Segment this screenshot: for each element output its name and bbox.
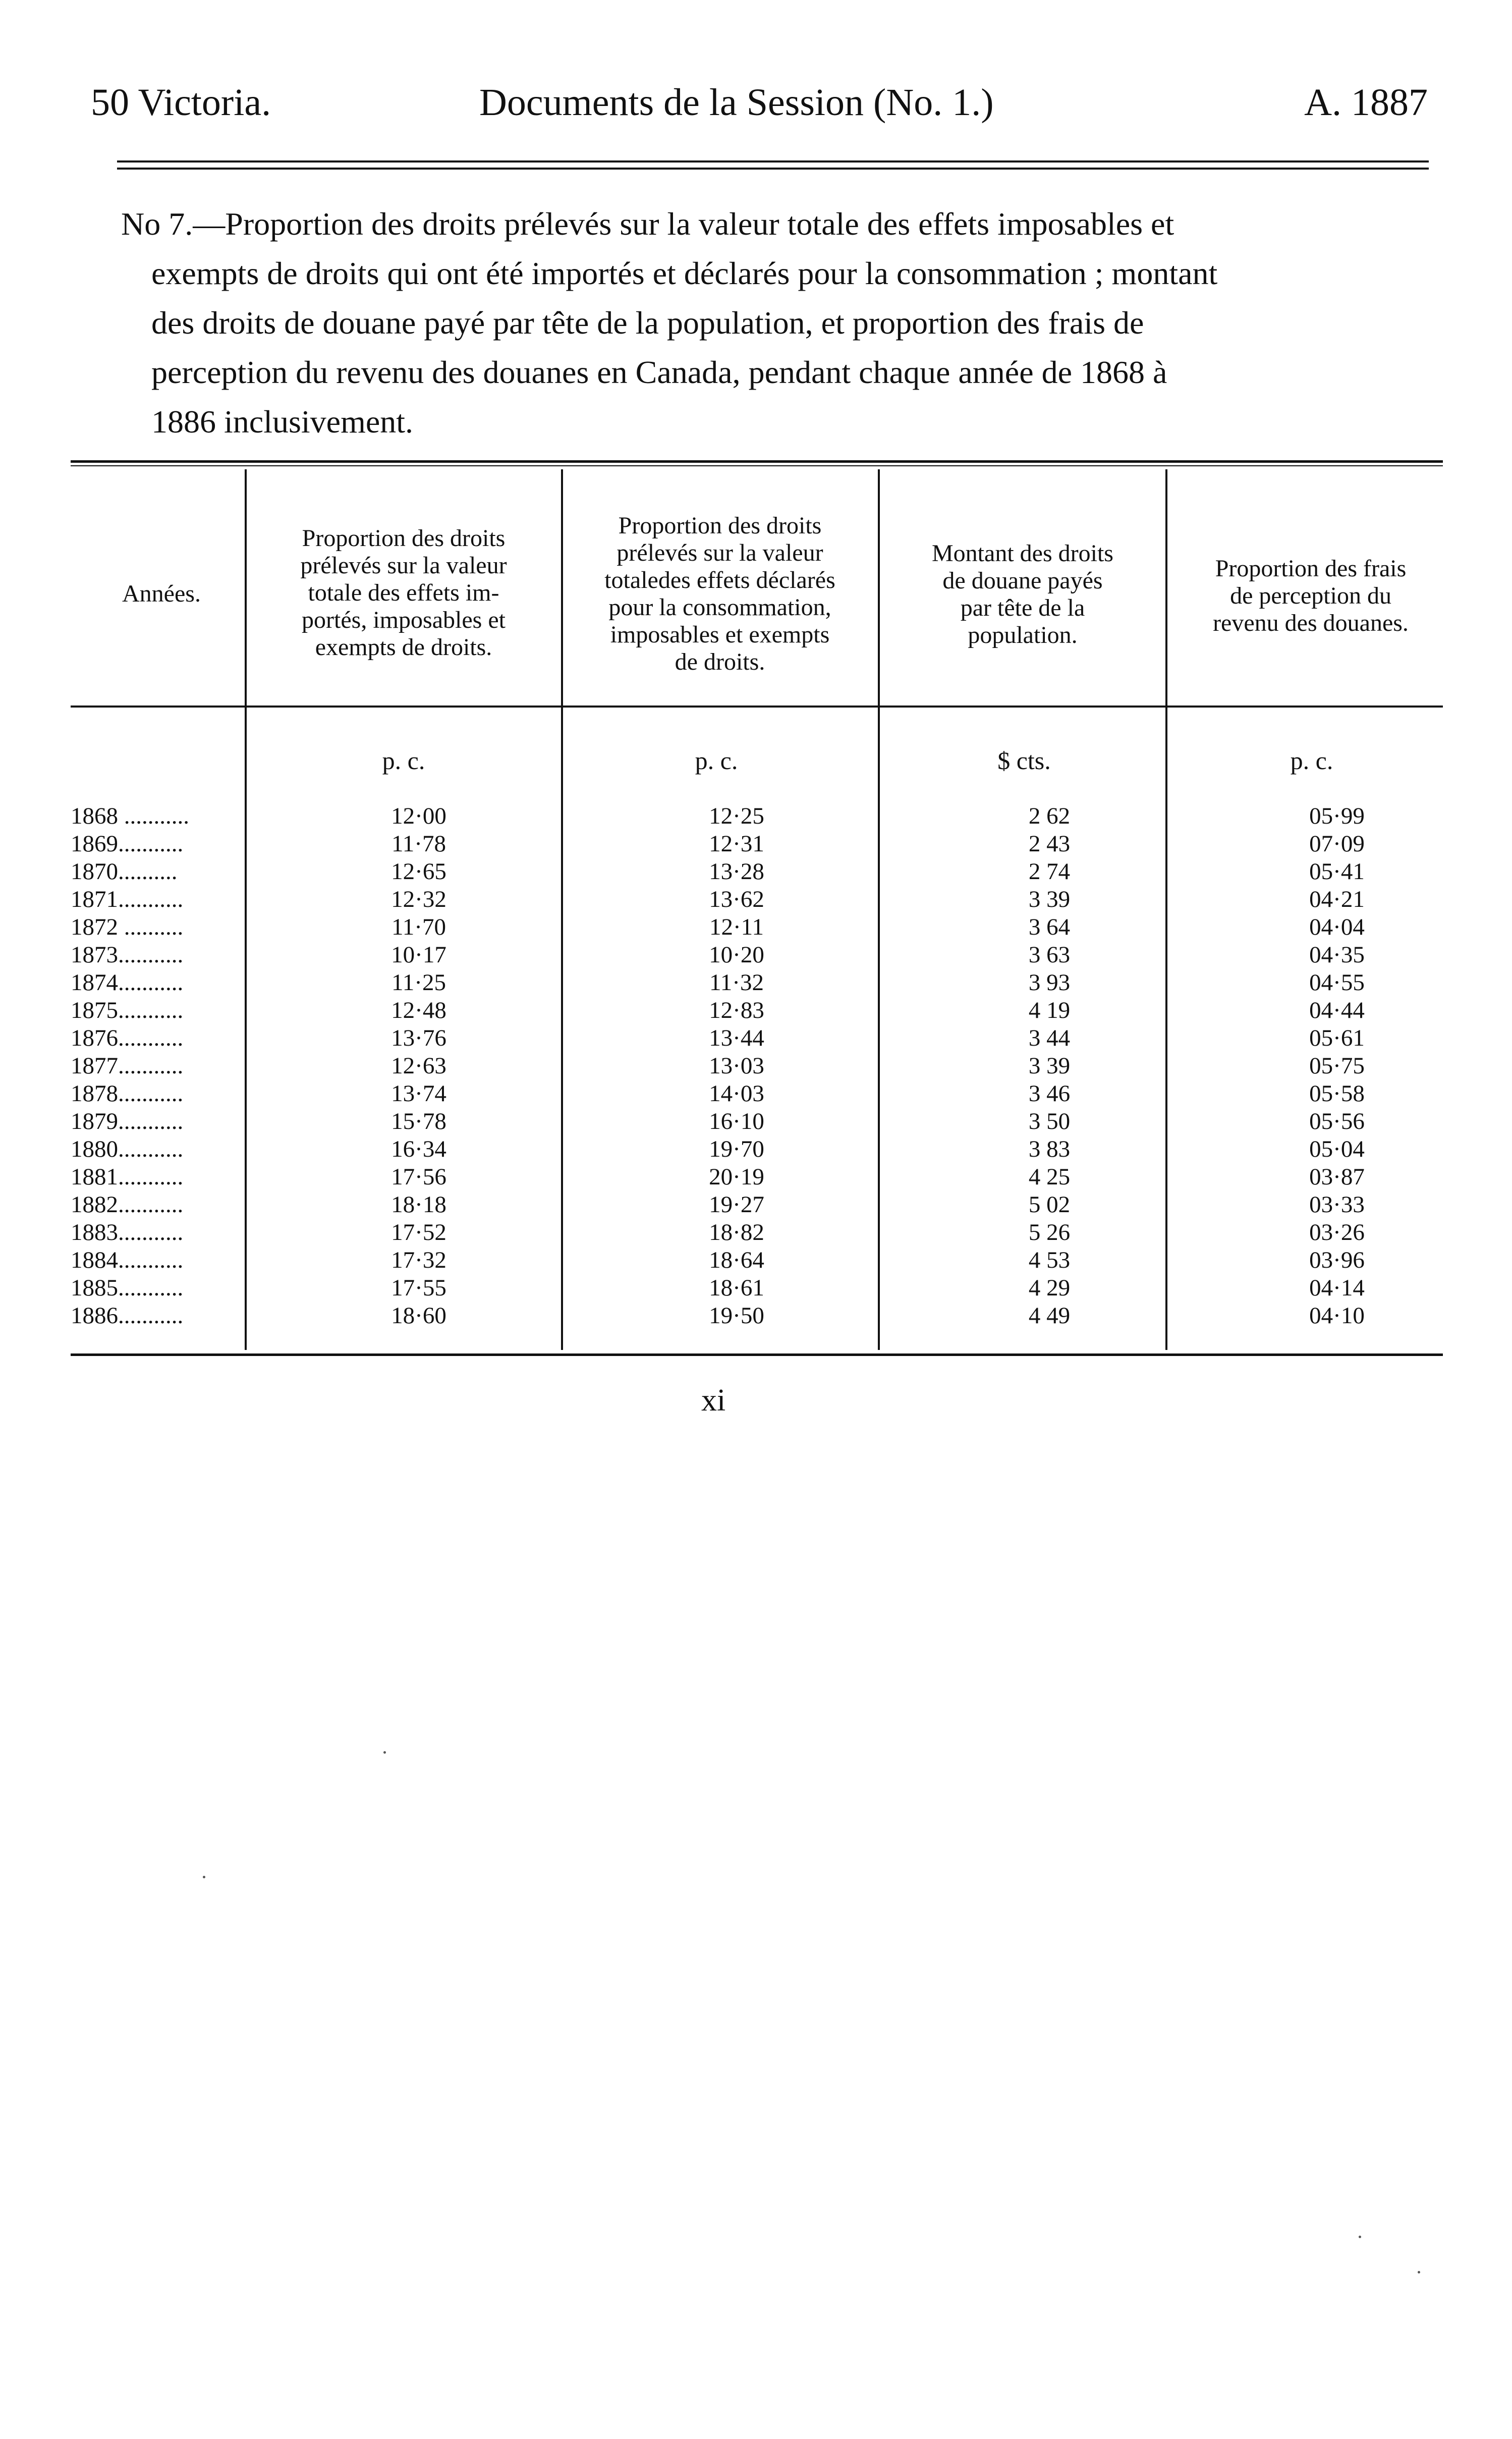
year-cell: 1886...........: [71, 1303, 184, 1329]
imported-ratio-cell: 17·55: [391, 1275, 446, 1301]
header-year: A. 1887: [1304, 81, 1428, 124]
title-line: 1886 inclusivement.: [151, 404, 414, 440]
imported-ratio-cell: 12·65: [391, 858, 446, 885]
unit-col2: p. c.: [695, 746, 738, 775]
declared-ratio-cell: 18·64: [709, 1247, 764, 1273]
per-capita-cell: 3 39: [1028, 886, 1071, 912]
table-row: [71, 886, 1443, 913]
page-number: xi: [701, 1383, 726, 1418]
year-cell: 1880...........: [71, 1136, 184, 1162]
declared-ratio-cell: 18·61: [709, 1275, 764, 1301]
title-line: perception du revenu des douanes en Canada, pendant chaque année de 1868 à: [151, 354, 1167, 390]
header-line: de douane payés: [942, 567, 1103, 594]
per-capita-cell: 5 26: [1028, 1219, 1071, 1245]
per-capita-cell: 4 25: [1028, 1164, 1071, 1190]
header-line: Proportion des frais: [1215, 555, 1407, 582]
year-cell: 1877...........: [71, 1053, 184, 1079]
header-line: par tête de la: [960, 594, 1085, 621]
collection-cost-cell: 04·04: [1309, 914, 1365, 940]
table-top-rule-thin: [71, 465, 1443, 466]
column-header-declared: [564, 512, 876, 676]
imported-ratio-cell: 12·00: [391, 803, 446, 829]
declared-ratio-cell: 13·28: [709, 858, 764, 885]
per-capita-cell: 4 53: [1028, 1247, 1071, 1273]
unit-col4: p. c.: [1290, 746, 1333, 775]
declared-ratio-cell: 12·31: [709, 831, 764, 857]
table-row: [71, 1274, 1443, 1302]
collection-cost-cell: 04·14: [1309, 1275, 1365, 1301]
column-header-years: [91, 580, 232, 608]
table-body: [71, 802, 1443, 1330]
header-line: prélevés sur la valeur: [300, 552, 507, 579]
header-line: portés, imposables et: [302, 607, 506, 633]
per-capita-cell: 4 29: [1028, 1275, 1071, 1301]
table-row: [71, 1108, 1443, 1135]
declared-ratio-cell: 13·44: [709, 1025, 764, 1051]
column-header-imported: [250, 525, 557, 661]
table-row: [71, 830, 1443, 858]
collection-cost-cell: 04·35: [1309, 942, 1365, 968]
declared-ratio-cell: 13·62: [709, 886, 764, 912]
imported-ratio-cell: 15·78: [391, 1108, 446, 1134]
year-cell: 1868 ...........: [71, 803, 189, 829]
imported-ratio-cell: 17·32: [391, 1247, 446, 1273]
imported-ratio-cell: 17·56: [391, 1164, 446, 1190]
header-line: Proportion des droits: [618, 512, 822, 539]
header-line: totaledes effets déclarés: [604, 567, 835, 593]
collection-cost-cell: 04·10: [1309, 1303, 1365, 1329]
table-row: [71, 1163, 1443, 1191]
header-line: totale des effets im-: [308, 579, 499, 606]
year-cell: 1875...........: [71, 997, 184, 1023]
table-row: [71, 997, 1443, 1024]
declared-ratio-cell: 18·82: [709, 1219, 764, 1245]
per-capita-cell: 2 62: [1028, 803, 1071, 829]
scan-speck: [1418, 2271, 1420, 2273]
declared-ratio-cell: 12·11: [709, 914, 764, 940]
table-row: [71, 1246, 1443, 1274]
header-line: prélevés sur la valeur: [617, 539, 823, 566]
header-line: de perception du: [1230, 582, 1391, 609]
collection-cost-cell: 05·56: [1309, 1108, 1365, 1134]
year-cell: 1878...........: [71, 1080, 184, 1107]
column-header-collection-cost: [1169, 555, 1452, 637]
year-cell: 1874...........: [71, 969, 184, 996]
year-cell: 1869...........: [71, 831, 184, 857]
header-document-title: Documents de la Session (No. 1.): [479, 81, 994, 124]
collection-cost-cell: 05·99: [1309, 803, 1365, 829]
imported-ratio-cell: 16·34: [391, 1136, 446, 1162]
table-title: [121, 199, 1443, 447]
table-row: [71, 1080, 1443, 1108]
year-cell: 1870..........: [71, 858, 178, 885]
declared-ratio-cell: 11·32: [709, 969, 764, 996]
year-cell: 1873...........: [71, 942, 184, 968]
header-line: population.: [968, 622, 1078, 648]
declared-ratio-cell: 12·83: [709, 997, 764, 1023]
unit-col3: $ cts.: [997, 746, 1051, 775]
header-rule-top: [117, 160, 1429, 162]
table-row: [71, 913, 1443, 941]
imported-ratio-cell: 11·70: [391, 914, 446, 940]
running-header: [71, 81, 1443, 126]
per-capita-cell: 5 02: [1028, 1191, 1071, 1218]
per-capita-cell: 3 46: [1028, 1080, 1071, 1107]
declared-ratio-cell: 20·19: [709, 1164, 764, 1190]
table-top-rule: [71, 460, 1443, 463]
collection-cost-cell: 04·21: [1309, 886, 1365, 912]
collection-cost-cell: 04·44: [1309, 997, 1365, 1023]
per-capita-cell: 4 19: [1028, 997, 1071, 1023]
imported-ratio-cell: 13·74: [391, 1080, 446, 1107]
title-line: exempts de droits qui ont été importés et déclarés pour la consommation ; montant: [151, 255, 1218, 291]
declared-ratio-cell: 19·50: [709, 1303, 764, 1329]
year-cell: 1884...........: [71, 1247, 184, 1273]
per-capita-cell: 2 74: [1028, 858, 1071, 885]
per-capita-cell: 3 50: [1028, 1108, 1071, 1134]
declared-ratio-cell: 10·20: [709, 942, 764, 968]
collection-cost-cell: 03·26: [1309, 1219, 1365, 1245]
declared-ratio-cell: 19·27: [709, 1191, 764, 1218]
imported-ratio-cell: 12·63: [391, 1053, 446, 1079]
header-line: Proportion des droits: [302, 525, 506, 552]
table-row: [71, 1052, 1443, 1080]
collection-cost-cell: 05·41: [1309, 858, 1365, 885]
imported-ratio-cell: 13·76: [391, 1025, 446, 1051]
collection-cost-cell: 05·04: [1309, 1136, 1365, 1162]
declared-ratio-cell: 14·03: [709, 1080, 764, 1107]
header-session: 50 Victoria.: [91, 81, 271, 124]
imported-ratio-cell: 18·60: [391, 1303, 446, 1329]
year-cell: 1881...........: [71, 1164, 184, 1190]
collection-cost-cell: 03·87: [1309, 1164, 1365, 1190]
collection-cost-cell: 05·58: [1309, 1080, 1365, 1107]
collection-cost-cell: 03·96: [1309, 1247, 1365, 1273]
per-capita-cell: 3 93: [1028, 969, 1071, 996]
per-capita-cell: 3 63: [1028, 942, 1071, 968]
table-row: [71, 802, 1443, 830]
table-row: [71, 1191, 1443, 1219]
per-capita-cell: 2 43: [1028, 831, 1071, 857]
collection-cost-cell: 03·33: [1309, 1191, 1365, 1218]
year-cell: 1871...........: [71, 886, 184, 912]
collection-cost-cell: 05·61: [1309, 1025, 1365, 1051]
year-cell: 1872 ..........: [71, 914, 184, 940]
imported-ratio-cell: 18·18: [391, 1191, 446, 1218]
unit-col1: p. c.: [382, 746, 425, 775]
per-capita-cell: 3 64: [1028, 914, 1071, 940]
table-bottom-rule: [71, 1353, 1443, 1356]
declared-ratio-cell: 12·25: [709, 803, 764, 829]
per-capita-cell: 3 39: [1028, 1053, 1071, 1079]
scan-speck: [383, 1751, 386, 1754]
year-cell: 1879...........: [71, 1108, 184, 1134]
per-capita-cell: 3 44: [1028, 1025, 1071, 1051]
year-cell: 1882...........: [71, 1191, 184, 1218]
declared-ratio-cell: 13·03: [709, 1053, 764, 1079]
column-header-per-capita: [882, 540, 1163, 649]
header-line: pour la consommation,: [608, 594, 831, 621]
collection-cost-cell: 05·75: [1309, 1053, 1365, 1079]
header-line: Montant des droits: [932, 540, 1113, 567]
declared-ratio-cell: 16·10: [709, 1108, 764, 1134]
year-cell: 1876...........: [71, 1025, 184, 1051]
title-line: No 7.—Proportion des droits prélevés sur la valeur totale des effets imposables et: [121, 206, 1174, 242]
declared-ratio-cell: 19·70: [709, 1136, 764, 1162]
header-line: de droits.: [675, 648, 765, 675]
table-row: [71, 969, 1443, 997]
header-rule-bottom: [117, 168, 1429, 170]
imported-ratio-cell: 11·25: [391, 969, 446, 996]
column-header-years-label: Années.: [122, 580, 201, 607]
scan-speck: [1359, 2236, 1361, 2238]
per-capita-cell: 3 83: [1028, 1136, 1071, 1162]
per-capita-cell: 4 49: [1028, 1303, 1071, 1329]
imported-ratio-cell: 11·78: [391, 831, 446, 857]
table-row: [71, 858, 1443, 886]
header-line: imposables et exempts: [610, 621, 830, 648]
collection-cost-cell: 07·09: [1309, 831, 1365, 857]
collection-cost-cell: 04·55: [1309, 969, 1365, 996]
title-line: des droits de douane payé par tête de la population, et proportion des frais de: [151, 305, 1144, 341]
imported-ratio-cell: 17·52: [391, 1219, 446, 1245]
year-cell: 1883...........: [71, 1219, 184, 1245]
table-row: [71, 1024, 1443, 1052]
table-row: [71, 1219, 1443, 1246]
table-row: [71, 1135, 1443, 1163]
header-line: exempts de droits.: [315, 634, 492, 661]
table-row: [71, 941, 1443, 969]
header-line: revenu des douanes.: [1213, 610, 1409, 636]
imported-ratio-cell: 12·48: [391, 997, 446, 1023]
imported-ratio-cell: 12·32: [391, 886, 446, 912]
year-cell: 1885...........: [71, 1275, 184, 1301]
table-row: [71, 1302, 1443, 1330]
header-separator-rule: [71, 706, 1443, 708]
imported-ratio-cell: 10·17: [391, 942, 446, 968]
scan-speck: [203, 1876, 205, 1878]
